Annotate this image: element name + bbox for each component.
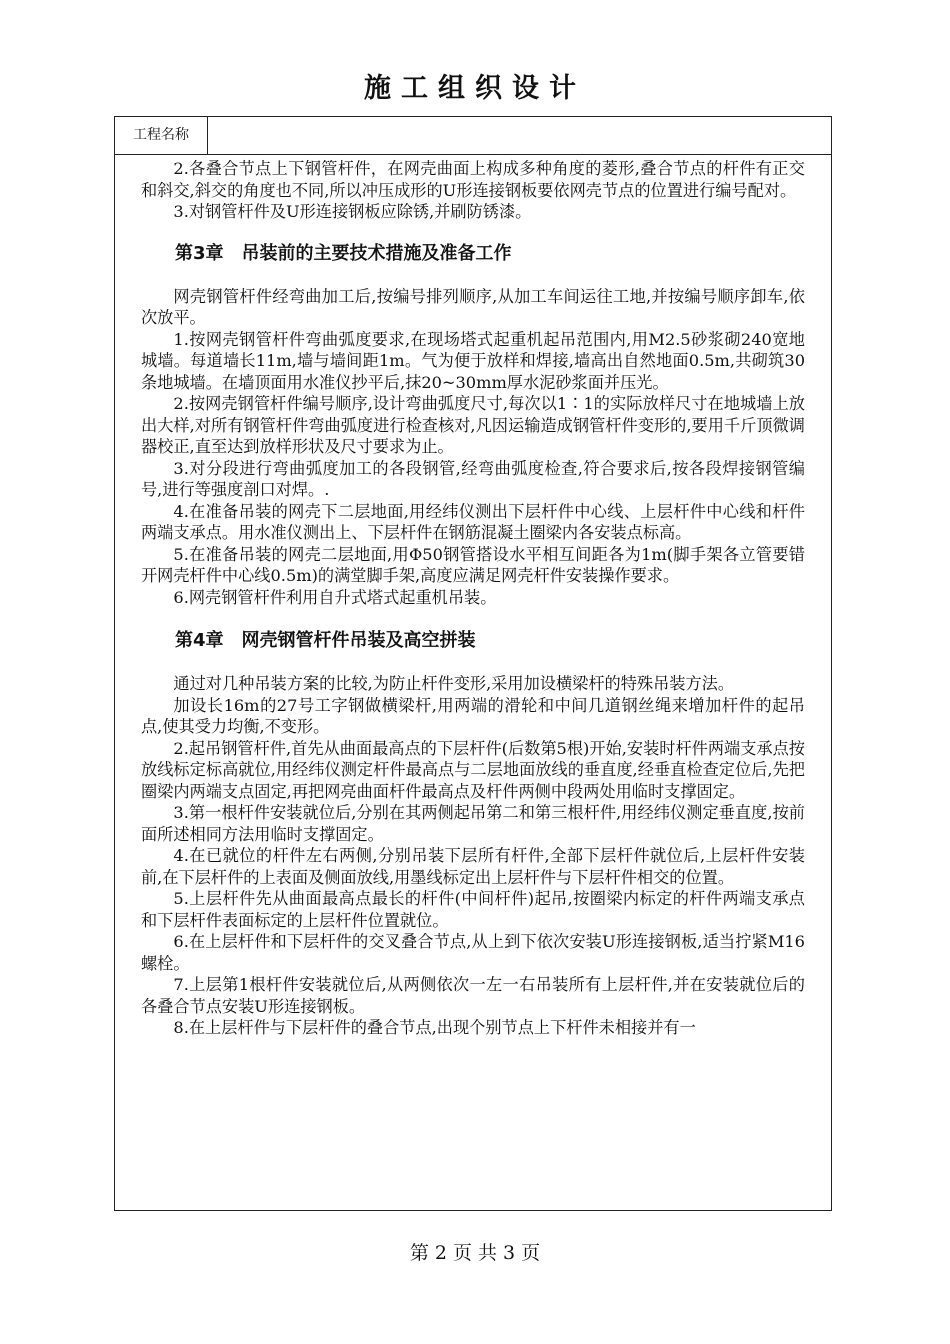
project-name-row: [115, 117, 831, 155]
paragraph: 3.第一根杆件安装就位后,分别在其两侧起吊第二和第三根杆件,用经纬仪测定垂直度,按前面所述相同方法用临时支撑固定。: [141, 803, 805, 844]
chapter-4-heading: 第4章 网壳钢管杆件吊装及高空拼装: [175, 630, 476, 651]
paragraph: 3.对分段进行弯曲弧度加工的各段钢管,经弯曲弧度检查,符合要求后,按各段焊接钢管编号,进行等强度剖口对焊。.: [141, 458, 805, 499]
document-frame: [114, 116, 832, 1211]
paragraph: 5.在准备吊装的网壳二层地面,用Φ50钢管搭设水平相互间距各为1m(脚手架各立管要错开网壳杆件中心线0.5m)的满堂脚手架,高度应满足网壳杆件安装操作要求。: [141, 544, 805, 585]
chapter-3-heading: 第3章 吊装前的主要技术措施及准备工作: [175, 242, 512, 264]
paragraph: 4.在准备吊装的网壳下二层地面,用经纬仪测出下层杆件中心线、上层杆件中心线和杆件两端支承点。用水准仪测出上、下层杆件在钢筋混凝土圈梁内各安装点标高。: [141, 501, 805, 542]
paragraph: 2.各叠合节点上下钢管杆件，在网壳曲面上构成多种角度的菱形,叠合节点的杆件有正交和斜交,斜交的角度也不同,所以冲压成形的U形连接钢板要依网壳节点的位置进行编号配对。: [141, 159, 805, 200]
paragraph: 2.按网壳钢管杆件编号顺序,设计弯曲弧度尺寸,每次以1∶1的实际放样尺寸在地城墙上放出大样,对所有钢管杆件弯曲弧度进行检查核对,凡因运输造成钢管杆件变形的,要用千斤顶微调器校正,直至达到放样形状及尺寸要求为止。: [141, 394, 805, 456]
page-number: 第 2 页 共 3 页: [409, 1242, 541, 1264]
paragraph: 网壳钢管杆件经弯曲加工后,按编号排列顺序,从加工车间运往工地,并按编号顺序卸车,依次放平。: [141, 286, 805, 327]
paragraph: 3.对钢管杆件及U形连接钢板应除锈,并刷防锈漆。: [173, 202, 532, 221]
paragraph: 4.在已就位的杆件左右两侧,分别吊装下层所有杆件,全部下层杆件就位后,上层杆件安装前,在下层杆件的上表面及侧面放线,用墨线标定出上层杆件与下层杆件相交的位置。: [141, 846, 805, 887]
project-name-value: [208, 117, 831, 154]
paragraph: 6.在上层杆件和下层杆件的交叉叠合节点,从上到下依次安装U形连接钢板,适当拧紧M16螺栓。: [141, 932, 805, 973]
document-title: 施工组织设计: [364, 73, 586, 104]
project-name-label: 工程名称: [115, 117, 208, 154]
paragraph: 1.按网壳钢管杆件弯曲弧度要求,在现场塔式起重机起吊范围内,用M2.5砂浆砌240宽地城墙。每道墙长11m,墙与墙间距1m。气为便于放样和焊接,墙高出自然地面0.5m,共砌筑30条地城墙。在墙顶面用水准仪抄平后,抹20~30mm厚水泥砂浆面并压光。: [141, 329, 805, 392]
paragraph: 7.上层第1根杆件安装就位后,从两侧依次一左一右吊装所有上层杆件,并在安装就位后的各叠合节点安装U形连接钢板。: [141, 975, 805, 1016]
paragraph: 加设长16m的27号工字钢做横梁杆,用两端的滑轮和中间几道钢丝绳来增加杆件的起吊点,使其受力均衡,不变形。: [141, 695, 805, 736]
paragraph: 8.在上层杆件与下层杆件的叠合节点,出现个别节点上下杆件未相接并有一: [173, 1018, 696, 1037]
paragraph: 5.上层杆件先从曲面最高点最长的杆件(中间杆件)起吊,按圈梁内标定的杆件两端支承点和下层杆件表面标定的上层杆件位置就位。: [141, 889, 805, 930]
paragraph: 2.起吊钢管杆件,首先从曲面最高点的下层杆件(后数第5根)开始,安装时杆件两端支承点按放线标定标高就位,用经纬仪测定杆件最高点与二层地面放线的垂直度,经垂直检查定位后,先把圈梁内两端支点固定,再把网亮曲面杆件最高点及杆件两侧中段两处用临时支撑固定。: [141, 738, 805, 801]
document-body: [115, 155, 831, 1039]
paragraph: 6.网壳钢管杆件利用自升式塔式起重机吊装。: [173, 587, 497, 607]
paragraph: 通过对几种吊装方案的比较,为防止杆件变形,采用加设横梁杆的特殊吊装方法。: [173, 674, 735, 693]
